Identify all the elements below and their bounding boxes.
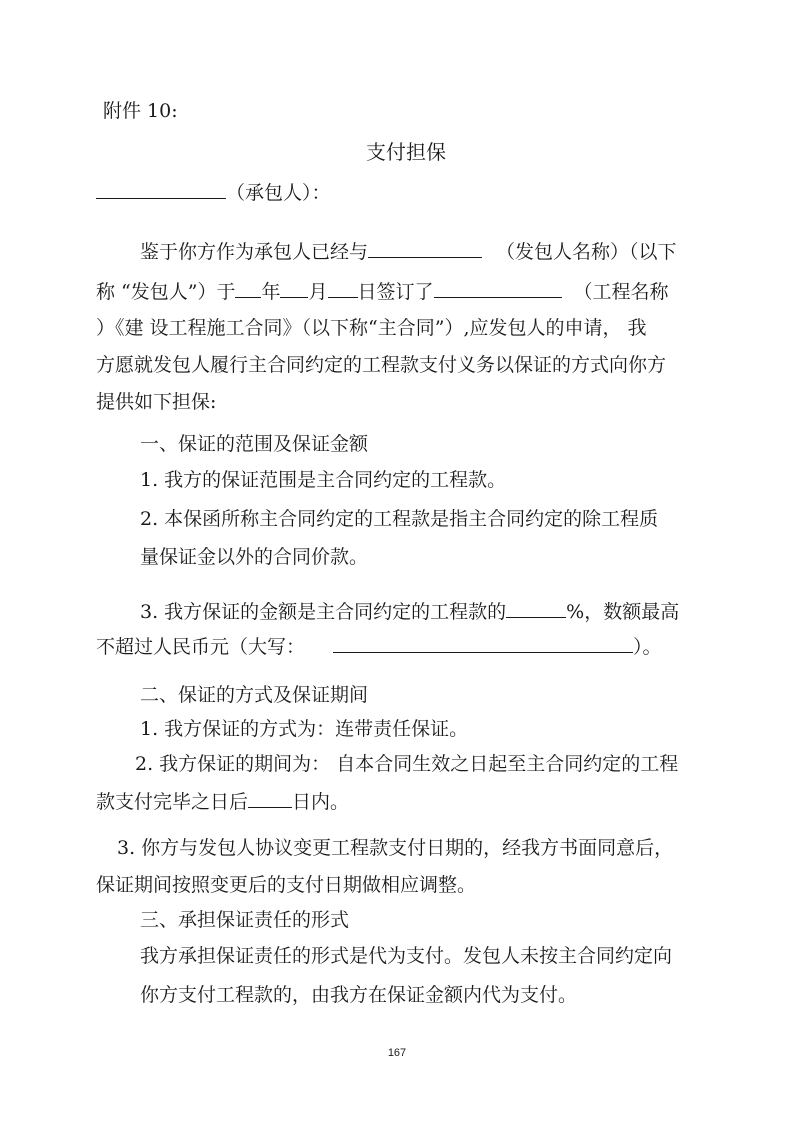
employer-name-blank — [368, 239, 482, 258]
item3-text: ）。 — [633, 636, 662, 658]
intro-text: 称 “发包人”）于 — [96, 281, 236, 303]
section2-item1: 1. 我方保证的方式为：连带责任保证。 — [140, 718, 469, 740]
intro-line-3: ）《建 设工程施工合同》（以下称“主合同”）,应发包人的申请， 我 — [96, 317, 647, 339]
intro-line-1 — [140, 239, 677, 264]
intro-text: 年 — [261, 281, 281, 303]
section3-body-line1: 我方承担保证责任的形式是代为支付。发包人未按主合同约定向 — [140, 945, 673, 967]
amount-in-words-blank — [333, 634, 633, 653]
item3-text: %，数额最高 — [566, 601, 680, 623]
day-blank — [328, 279, 358, 298]
section2-item3-line1: 3. 你方与发包人协议变更工程款支付日期的，经我方书面同意后， — [117, 837, 674, 859]
month-blank — [280, 279, 308, 298]
intro-line-4: 方愿就发包人履行主合同约定的工程款支付义务以保证的方式向你方 — [96, 354, 667, 376]
intro-text: 鉴于你方作为承包人已经与 — [140, 241, 369, 263]
attachment-label: 附件 10: — [103, 100, 178, 122]
item2-text: 日内。 — [292, 791, 350, 813]
section2-item2-line2 — [96, 789, 349, 814]
item2-text: 款支付完毕之日后 — [96, 791, 249, 813]
project-name-blank — [434, 279, 562, 298]
percentage-blank — [506, 599, 566, 618]
intro-text: （发包人名称）（以下 — [496, 241, 677, 263]
addressee-suffix: （承包人）： — [226, 182, 331, 204]
section1-item3-line1 — [140, 599, 679, 624]
intro-text: （工程名称 — [573, 281, 669, 303]
section3-heading: 三、承担保证责任的形式 — [140, 909, 350, 931]
intro-line-5: 提供如下担保: — [96, 391, 217, 413]
item3-text: 3. 我方保证的金额是主合同约定的工程款的 — [140, 601, 507, 623]
section2-item2-line1: 2. 我方保证的期间为： 自本合同生效之日起至主合同约定的工程 — [135, 753, 679, 775]
intro-text: 日签订了 — [357, 281, 434, 303]
section1-item2-line1: 2. 本保函所称主合同约定的工程款是指主合同约定的除工程质 — [140, 508, 659, 530]
year-blank — [235, 279, 261, 298]
section1-item1: 1. 我方的保证范围是主合同约定的工程款。 — [140, 469, 507, 491]
section2-heading: 二、保证的方式及保证期间 — [140, 684, 369, 706]
addressee-line — [96, 180, 331, 205]
intro-line-2 — [96, 279, 669, 304]
section2-item3-line2: 保证期间按照变更后的支付日期做相应调整。 — [96, 874, 477, 896]
item3-text: 不超过人民币元（大写： — [96, 636, 306, 658]
intro-text: 月 — [308, 281, 328, 303]
page-number: 167 — [387, 1047, 407, 1059]
days-blank — [248, 789, 292, 808]
document-title: 支付担保 — [366, 140, 446, 164]
section1-item3-line2 — [96, 634, 662, 659]
addressee-blank — [96, 180, 226, 199]
section3-body-line2: 你方支付工程款的，由我方在保证金额内代为支付。 — [140, 984, 578, 1006]
section1-heading: 一、保证的范围及保证金额 — [140, 433, 369, 455]
section1-item2-line2: 量保证金以外的合同价款。 — [140, 546, 369, 568]
